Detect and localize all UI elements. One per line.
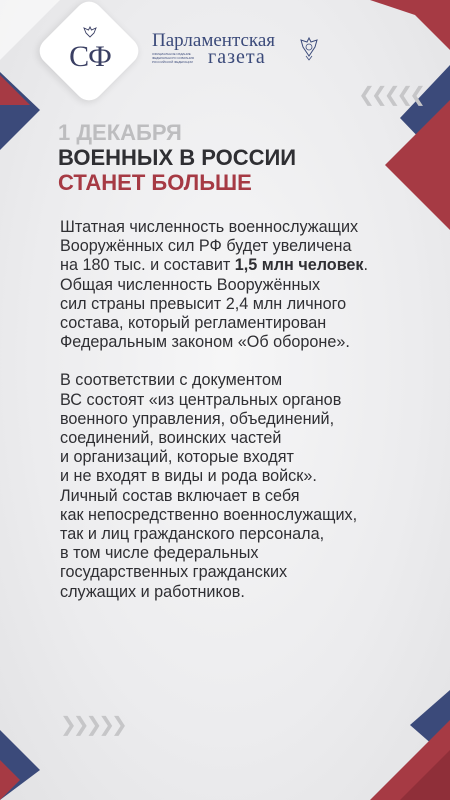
text-line: как непосредственно военнослужащих, (60, 505, 358, 524)
text-line: государственных гражданских (60, 563, 288, 582)
sf-logo-text: СФ (69, 40, 111, 73)
text-segment: на 180 тыс. и составит (60, 256, 235, 275)
headline-date: 1 ДЕКАБРЯ (58, 120, 182, 145)
pg-logo-line2: газета (208, 46, 266, 68)
text-line: ВС состоят «из центральных органов (60, 390, 342, 409)
text-line: В соответствии с документом (60, 371, 283, 390)
text-line: и не входят в виды и рода войск». (60, 467, 317, 486)
pg-logo-line1: Парламентская (152, 30, 276, 51)
sf-logo (22, 12, 138, 98)
chevrons-left-icon: ❮❮❮❮❮ (358, 82, 422, 106)
highlight-figure: 1,5 млн человек (234, 256, 364, 275)
article-body (60, 218, 428, 621)
text-line: сил страны превысит 2,4 млн личного (60, 294, 347, 313)
text-line: в том числе федеральных (60, 544, 259, 563)
pg-logo-small-text: ОФИЦИАЛЬНОЕ ИЗДАНИЕ ФЕДЕРАЛЬНОГО СОБРАНИЯ РОССИЙСКОЙ ФЕДЕРАЦИИ (152, 52, 194, 64)
decor-bottom-left (0, 640, 60, 800)
paragraph-2 (60, 371, 428, 601)
text-segment: . (363, 256, 369, 275)
text-line: Личный состав включает в себя (60, 486, 300, 505)
text-line: Вооружённых сил РФ будет увеличена (60, 237, 352, 256)
decor-bottom-right (330, 640, 450, 800)
text-line: соединений, воинских частей (60, 429, 282, 448)
text-line: так и лиц гражданского персонала, (60, 525, 325, 544)
headline-line3: СТАНЕТ БОЛЬШЕ (58, 170, 252, 195)
chevrons-right-icon: ❯❯❯❯❯ (60, 712, 124, 736)
text-line: и организаций, которые входят (60, 448, 294, 467)
text-line: Федеральным законом «Об обороне». (60, 333, 350, 352)
text-line: Штатная численность военнослужащих (60, 218, 359, 236)
text-line: Общая численность Вооружённых (60, 275, 321, 294)
pg-logo (152, 30, 322, 70)
text-line: служащих и работников. (60, 582, 245, 601)
text-line (60, 256, 428, 275)
coat-of-arms-icon (298, 36, 320, 62)
headline (58, 120, 398, 195)
eagle-emblem-icon (82, 26, 98, 38)
text-line: состава, который регламентирован (60, 314, 327, 333)
headline-line2: ВОЕННЫХ В РОССИИ (58, 145, 297, 170)
text-line: военного управления, объединений, (60, 409, 335, 428)
paragraph-1 (60, 218, 428, 352)
